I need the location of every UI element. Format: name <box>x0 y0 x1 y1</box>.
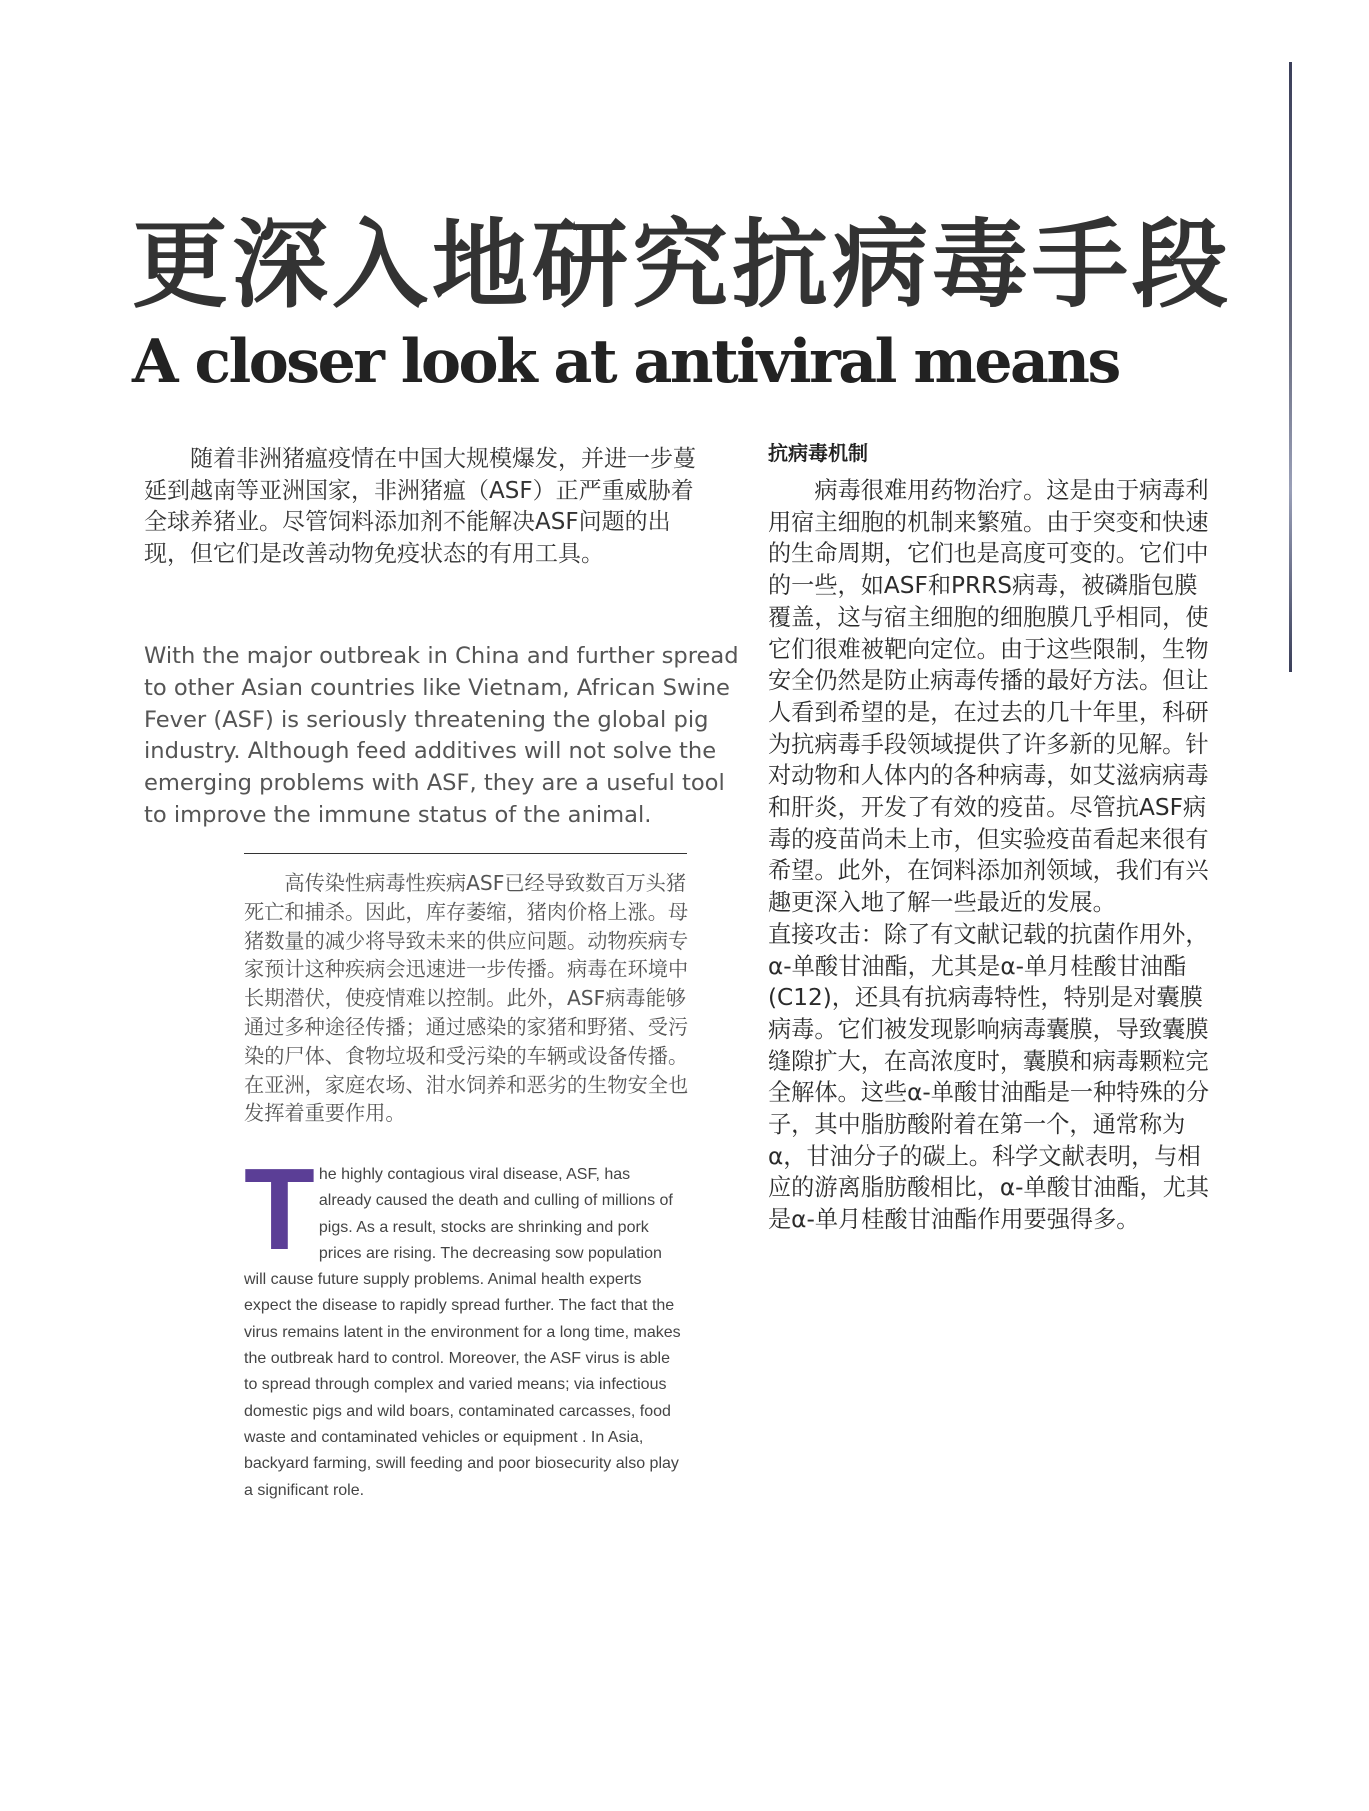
drop-cap: T <box>244 1144 315 1274</box>
intro-chinese-text: 随着非洲猪瘟疫情在中国大规模爆发，并进一步蔓延到越南等亚洲国家，非洲猪瘟（ASF）正严重威胁着全球养猪业。尽管饲料添加剂不能解决ASF问题的出现，但它们是改善动物免疫状态的有用工具。 <box>144 446 696 567</box>
body-left-chinese <box>244 869 694 1128</box>
intro-english-text: With the major outbreak in China and further spread to other Asian countries like Vietnam, African Swine Fever (ASF) is seriously threatening the global pig industry. Although feed additives will not solve the emerging problems with ASF, they are a useful tool to improve the immune status of the animal. <box>144 643 739 828</box>
right-column <box>768 475 1218 1236</box>
intro-english <box>144 641 744 832</box>
page-edge-line <box>1289 62 1292 672</box>
body-left-english <box>244 1144 684 1504</box>
right-column-paragraph-2: 直接攻击：除了有文献记载的抗菌作用外，α-单酸甘油酯，尤其是α-单月桂酸甘油酯(C12)，还具有抗病毒特性，特别是对囊膜病毒。它们被发现影响病毒囊膜，导致囊膜缝隙扩大，在高浓度时，囊膜和病毒颗粒完全解体。这些α-单酸甘油酯是一种特殊的分子，其中脂肪酸附着在第一个，通常称为α，甘油分子的碳上。科学文献表明，与相应的游离脂肪酸相比，α-单酸甘油酯，尤其是α-单月桂酸甘油酯作用要强得多。 <box>768 920 1210 1234</box>
section-heading-antiviral-mechanism: 抗病毒机制 <box>768 441 868 465</box>
body-left-english-paragraph <box>244 1144 684 1504</box>
section-divider <box>244 853 687 854</box>
title-chinese: 更深入地研究抗病毒手段 <box>132 209 1232 321</box>
intro-chinese <box>144 444 704 570</box>
title-english: A closer look at antiviral means <box>132 327 1119 397</box>
right-column-paragraph-1: 病毒很难用药物治疗。这是由于病毒利用宿主细胞的机制来繁殖。由于突变和快速的生命周期，它们也是高度可变的。它们中的一些，如ASF和PRRS病毒，被磷脂包膜覆盖，这与宿主细胞的细胞膜几乎相同，使它们很难被靶向定位。由于这些限制，生物安全仍然是防止病毒传播的最好方法。但让人看到希望的是，在过去的几十年里，科研为抗病毒手段领域提供了许多新的见解。针对动物和人体内的各种病毒，如艾滋病病毒和肝炎，开发了有效的疫苗。尽管抗ASF病毒的疫苗尚未上市，但实验疫苗看起来很有希望。此外，在饲料添加剂领域，我们有兴趣更深入地了解一些最近的发展。 <box>768 477 1209 917</box>
body-left-chinese-text: 高传染性病毒性疾病ASF已经导致数百万头猪死亡和捕杀。因此，库存萎缩，猪肉价格上涨。母猪数量的减少将导致未来的供应问题。动物疾病专家预计这种疾病会迅速进一步传播。病毒在环境中长期潜伏，使疫情难以控制。此外，ASF病毒能够通过多种途径传播；通过感染的家猪和野猪、受污染的尸体、食物垃圾和受污染的车辆或设备传播。在亚洲，家庭农场、泔水饲养和恶劣的生物安全也发挥着重要作用。 <box>244 871 689 1126</box>
body-left-english-text: he highly contagious viral disease, ASF, has already caused the death and culling of millions of pigs. As a result, stocks are shrinking and pork prices are rising. The decreasing sow population will cause future supply problems. Animal health experts expect the disease to rapidly spread further. The fact that the virus remains latent in the environment for a long time, makes the outbreak hard to control. Moreover, the ASF virus is able to spread through complex and varied means; via infectious domestic pigs and wild boars, contaminated carcasses, food waste and contaminated vehicles or equipment . In Asia, backyard farming, swill feeding and poor biosecurity also play a significant role. <box>244 1166 681 1499</box>
